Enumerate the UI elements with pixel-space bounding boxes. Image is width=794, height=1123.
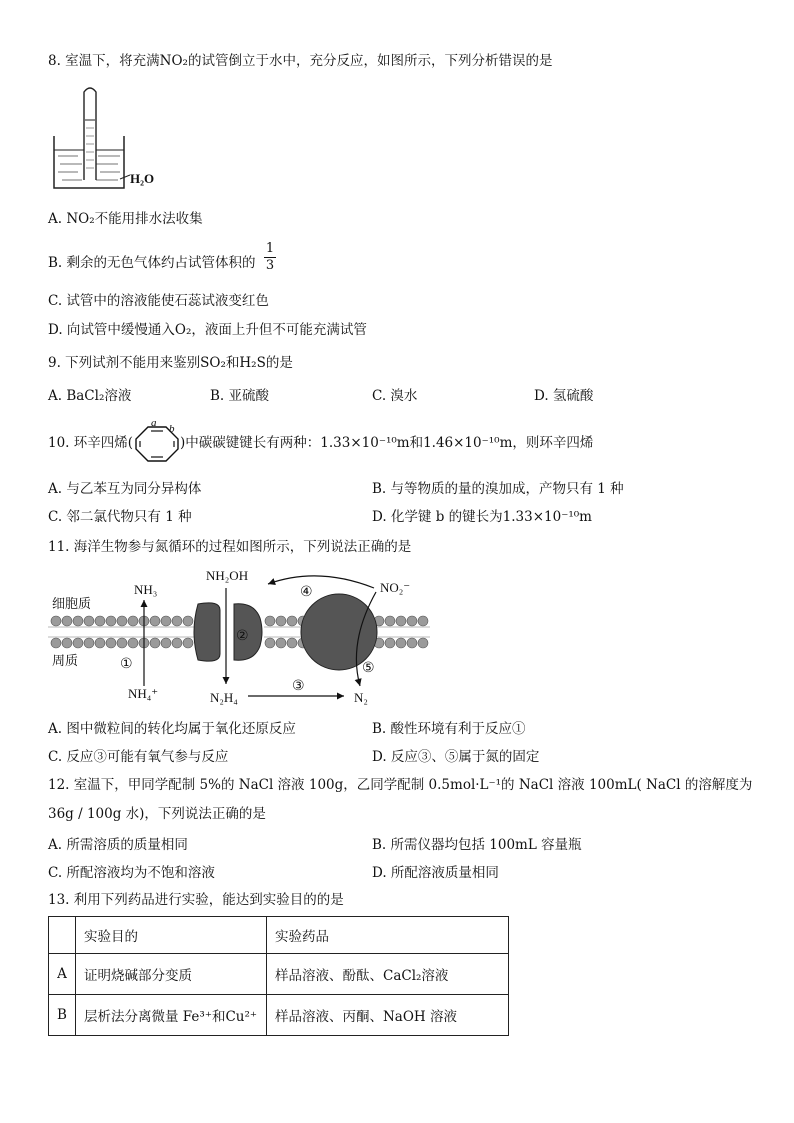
step-4-label: ④ — [300, 584, 313, 600]
q13-experiment-table — [48, 916, 509, 1036]
q11-option-b: B. 酸性环境有利于反应① — [372, 721, 526, 737]
row-reagents: 样品溶液、酚酞、CaCl₂溶液 — [267, 954, 509, 995]
cytoplasm-label: 细胞质 — [52, 597, 92, 612]
row-id: B — [49, 995, 76, 1036]
q9-option-b: B. 亚硫酸 — [210, 388, 270, 404]
q8-option-b: B. 剩余的无色气体约占试管体积的 — [48, 255, 256, 271]
row-reagents: 样品溶液、丙酮、NaOH 溶液 — [267, 995, 509, 1036]
q13-stem: 13. 利用下列药品进行实验，能达到实验目的的是 — [48, 892, 344, 908]
q11-stem: 11. 海洋生物参与氮循环的过程如图所示，下列说法正确的是 — [48, 539, 412, 555]
q11-option-d: D. 反应③、⑤属于氮的固定 — [372, 749, 540, 765]
q9-option-d: D. 氢硫酸 — [534, 388, 594, 404]
fraction-numerator: 1 — [265, 241, 275, 256]
row-purpose: 层析法分离微量 Fe³⁺和Cu²⁺ — [76, 995, 267, 1036]
table-row — [49, 995, 509, 1036]
table-header-row — [49, 917, 509, 954]
q8-option-b-fraction — [264, 242, 276, 273]
q10-option-c: C. 邻二氯代物只有 1 种 — [48, 509, 192, 525]
periplasm-label: 周质 — [52, 654, 79, 669]
nh4-label: NH₄⁺ — [128, 686, 159, 701]
q12-option-b: B. 所需仪器均包括 100mL 容量瓶 — [372, 837, 582, 853]
q8-water-label: H₂O — [130, 171, 155, 186]
q10-stem-pre: 10. 环辛四烯( — [48, 435, 134, 451]
no2-label: NO₂⁻ — [380, 580, 411, 595]
q12-stem-line1: 12. 室温下，甲同学配制 5%的 NaCl 溶液 100g，乙同学配制 0.5mol·L⁻¹的 NaCl 溶液 100mL( NaCl 的溶解度为 — [48, 777, 753, 793]
fraction-denominator: 3 — [265, 258, 275, 273]
header-reagents: 实验药品 — [267, 917, 509, 954]
q10-stem-post: )中碳碳键键长有两种：1.33×10⁻¹⁰m和1.46×10⁻¹⁰m，则环辛四烯 — [180, 435, 594, 451]
q10-option-d: D. 化学键 b 的键长为1.33×10⁻¹⁰m — [372, 509, 592, 525]
step-1-label: ① — [120, 656, 133, 672]
q8-option-d: D. 向试管中缓慢通入O₂，液面上升但不可能充满试管 — [48, 322, 367, 338]
n2h4-label: N₂H₄ — [210, 690, 238, 705]
q12-option-d: D. 所配溶液质量相同 — [372, 865, 499, 881]
q8-option-c: C. 试管中的溶液能使石蕊试液变红色 — [48, 293, 269, 309]
q11-option-a: A. 图中微粒间的转化均属于氧化还原反应 — [48, 721, 296, 737]
q12-option-a: A. 所需溶质的质量相同 — [48, 837, 188, 853]
q11-nitrogen-cycle-diagram — [48, 562, 438, 710]
step-2-label: ② — [236, 628, 249, 644]
header-id — [49, 917, 76, 954]
row-id: A — [49, 954, 76, 995]
q10-option-b: B. 与等物质的量的溴加成，产物只有 1 种 — [372, 481, 624, 497]
q10-option-a: A. 与乙苯互为同分异构体 — [48, 481, 202, 497]
row-purpose: 证明烧碱部分变质 — [76, 954, 267, 995]
q8-test-tube-figure — [48, 80, 168, 195]
bond-a-label: a — [151, 418, 157, 429]
header-purpose: 实验目的 — [76, 917, 267, 954]
bond-b-label: b — [169, 423, 175, 435]
table-row — [49, 954, 509, 995]
cyclooctatetraene-structure-icon — [132, 418, 184, 468]
nh3-label: NH₃ — [134, 582, 158, 597]
q12-option-c: C. 所配溶液均为不饱和溶液 — [48, 865, 215, 881]
q9-option-a: A. BaCl₂溶液 — [48, 388, 132, 404]
q8-option-a: A. NO₂不能用排水法收集 — [48, 211, 203, 227]
q8-stem: 8. 室温下，将充满NO₂的试管倒立于水中，充分反应，如图所示，下列分析错误的是 — [48, 53, 553, 69]
step-3-label: ③ — [292, 678, 305, 694]
q9-stem: 9. 下列试剂不能用来鉴别SO₂和H₂S的是 — [48, 355, 293, 371]
n2-label: N₂ — [354, 690, 368, 705]
q11-option-c: C. 反应③可能有氧气参与反应 — [48, 749, 229, 765]
step-5-label: ⑤ — [362, 660, 375, 676]
nh2oh-label: NH₂OH — [206, 568, 249, 583]
q9-option-c: C. 溴水 — [372, 388, 418, 404]
q12-stem-line2: 36g / 100g 水)，下列说法正确的是 — [48, 806, 266, 822]
